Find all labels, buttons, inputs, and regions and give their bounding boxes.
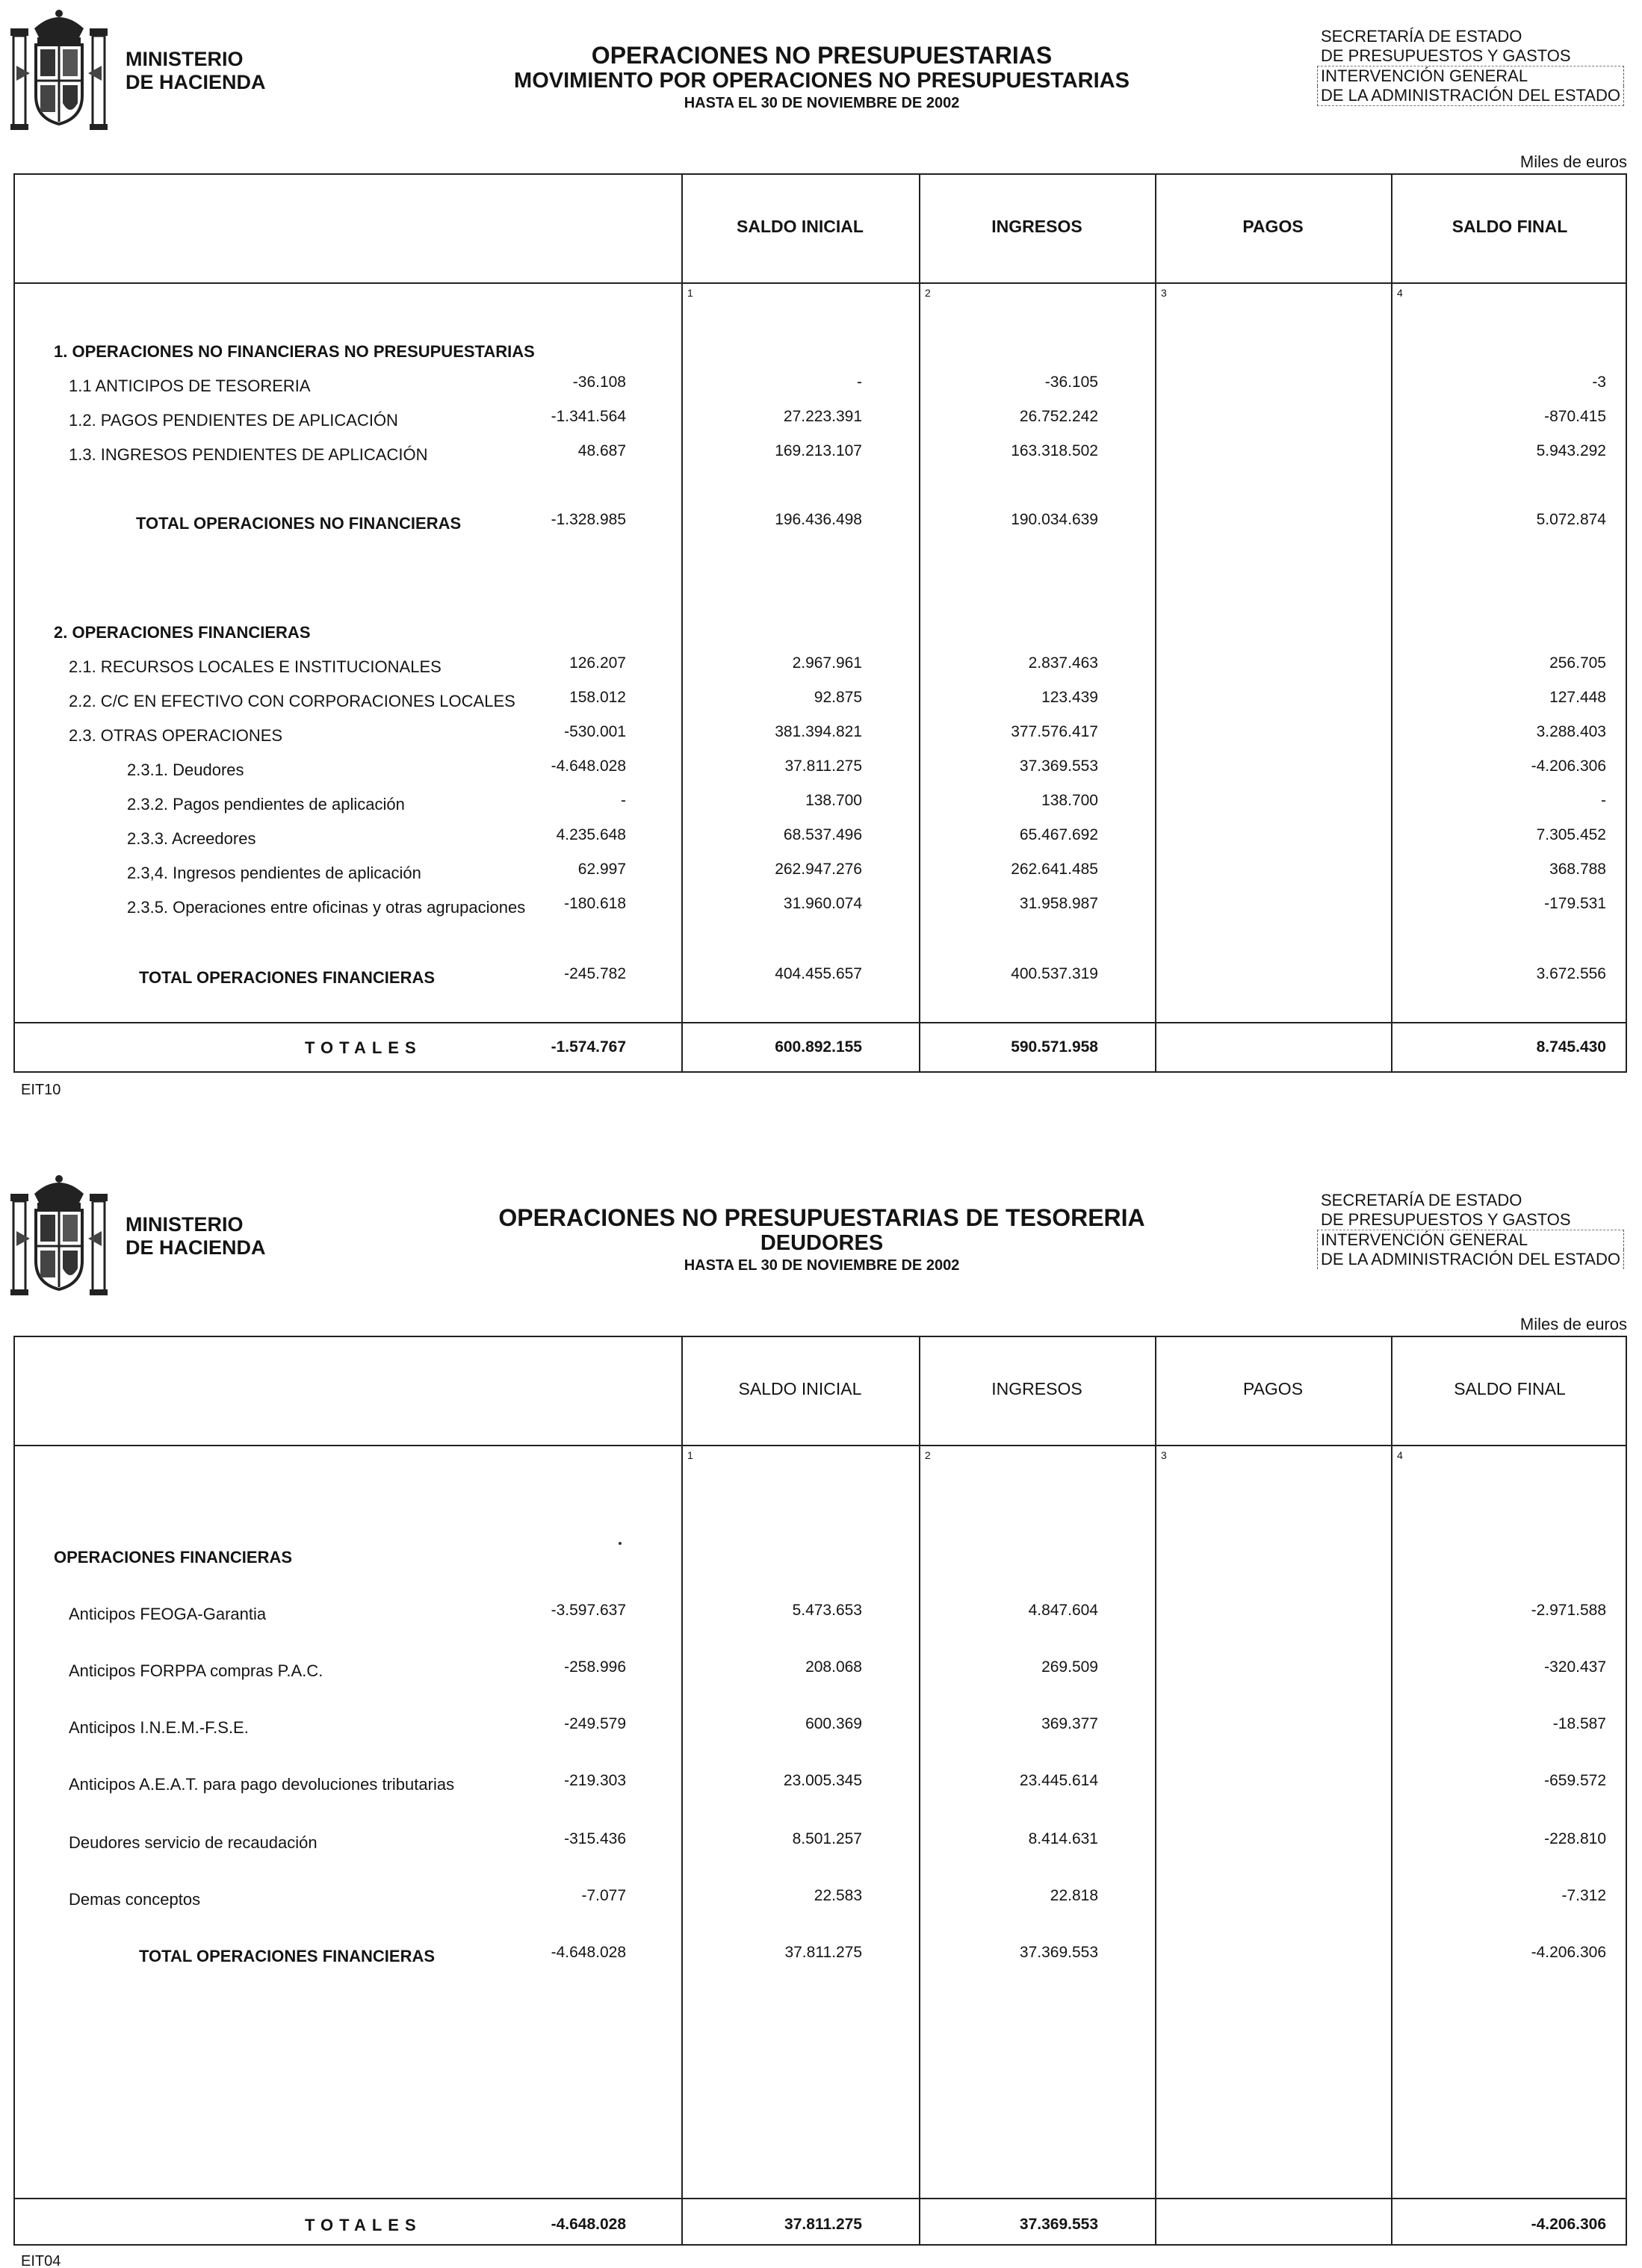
- row-value-col-3: 26.752.242: [1019, 408, 1098, 425]
- row-value-col-1: 158.012: [569, 689, 626, 706]
- col-number-3: 3: [1161, 1449, 1167, 1461]
- row-value-col-1: -258.996: [564, 1658, 626, 1676]
- row-value-col-2: 27.223.391: [783, 408, 862, 425]
- row-value-col-3: 369.377: [1041, 1715, 1098, 1732]
- row-value-col-2: 404.455.657: [775, 965, 862, 982]
- intervencion-line-2: DE LA ADMINISTRACIÓN DEL ESTADO: [1317, 1250, 1624, 1269]
- row-value-col-4: 256.705: [1549, 654, 1606, 672]
- totals-divider: [15, 1022, 1626, 1023]
- debtors-table: [13, 1336, 1627, 2246]
- row-label: Anticipos FORPPA compras P.A.C.: [69, 1661, 323, 1680]
- row-value-col-4: 3.672.556: [1536, 965, 1606, 982]
- totals-saldo-inicial: -4.648.028: [551, 2216, 626, 2233]
- row-value-col-2: 22.583: [814, 1887, 862, 1904]
- row-value-col-3: 65.467.692: [1019, 826, 1098, 843]
- col-header-saldo-final: SALDO FINAL: [1454, 1379, 1566, 1398]
- row-value-col-2: 138.700: [805, 792, 862, 809]
- row-value-col-1: 62.997: [577, 861, 626, 878]
- row-label: TOTAL OPERACIONES FINANCIERAS: [139, 1947, 436, 1965]
- row-value-col-1: -3.597.637: [551, 1602, 626, 1619]
- totals-pagos: 37.369.553: [1019, 2216, 1098, 2233]
- row-label: 2.3.3. Acreedores: [127, 829, 256, 848]
- row-value-col-2: 262.947.276: [775, 861, 862, 878]
- row-value-col-4: -4.206.306: [1531, 757, 1606, 775]
- col-number-4: 4: [1397, 1449, 1403, 1461]
- row-value-col-3: 22.818: [1050, 1887, 1098, 1904]
- row-value-col-1: -36.108: [572, 374, 626, 391]
- row-value-col-2: 169.213.107: [775, 442, 862, 459]
- row-label: 1. OPERACIONES NO FINANCIERAS NO PRESUPUESTARIAS: [54, 342, 535, 361]
- report-subtitle: MOVIMIENTO POR OPERACIONES NO PRESUPUESTARIAS: [514, 69, 1130, 93]
- row-label: Anticipos A.E.A.T. para pago devoluciones tributarias: [69, 1775, 455, 1794]
- row-value-col-2: 381.394.821: [775, 723, 862, 740]
- row-value-col-2: 8.501.257: [792, 1830, 862, 1847]
- col-number-3: 3: [1161, 287, 1167, 299]
- row-value-col-1: 48.687: [577, 442, 626, 459]
- row-value-col-1: -219.303: [564, 1772, 626, 1789]
- row-value-col-1: -180.618: [564, 895, 626, 912]
- row-value-col-2: 37.811.275: [784, 1944, 862, 1961]
- row-label: 2.3. OTRAS OPERACIONES: [69, 726, 283, 745]
- row-value-col-4: -2.971.588: [1531, 1602, 1606, 1619]
- ministry-name: [126, 1213, 266, 1260]
- col-number-1: 1: [687, 1449, 693, 1461]
- row-value-col-3: 4.847.604: [1028, 1602, 1098, 1619]
- col-number-2: 2: [925, 287, 931, 299]
- totals-saldo-final: 8.745.430: [1536, 1038, 1606, 1056]
- intervencion-line-1: INTERVENCIÓN GENERAL: [1317, 1230, 1624, 1250]
- row-value-col-1: -315.436: [564, 1830, 626, 1847]
- row-value-col-3: -36.105: [1044, 374, 1098, 391]
- secretaria-block: [1321, 1191, 1624, 1269]
- row-value-col-4: -7.312: [1561, 1887, 1606, 1904]
- scan-speck: [619, 1542, 622, 1545]
- report-subtitle: DEUDORES: [760, 1231, 884, 1255]
- row-label: 2.3.1. Deudores: [127, 760, 244, 779]
- secretaria-line-2: DE PRESUPUESTOS Y GASTOS: [1321, 1210, 1571, 1229]
- row-label: 2. OPERACIONES FINANCIERAS: [54, 623, 311, 642]
- col-number-4: 4: [1397, 287, 1403, 299]
- units-label: Miles de euros: [1519, 1315, 1627, 1333]
- row-value-col-4: -228.810: [1544, 1830, 1606, 1847]
- row-value-col-3: 138.700: [1041, 792, 1098, 809]
- secretaria-block: [1321, 27, 1624, 106]
- ministry-name: [126, 48, 266, 94]
- intervencion-line-1: INTERVENCIÓN GENERAL: [1317, 66, 1624, 86]
- col-header-ingresos: INGRESOS: [991, 217, 1082, 236]
- units-label: Miles de euros: [1519, 152, 1627, 171]
- row-value-col-1: -530.001: [564, 723, 626, 740]
- row-label: 1.2. PAGOS PENDIENTES DE APLICACIÓN: [69, 411, 398, 430]
- report-date: HASTA EL 30 DE NOVIEMBRE DE 2002: [684, 1257, 960, 1274]
- ministry-line-1: MINISTERIO: [126, 48, 244, 70]
- row-value-col-1: -245.782: [564, 965, 626, 982]
- row-value-col-4: -870.415: [1544, 408, 1606, 425]
- row-value-col-4: -320.437: [1544, 1658, 1606, 1676]
- row-value-col-4: -3: [1592, 374, 1606, 391]
- report-date: HASTA EL 30 DE NOVIEMBRE DE 2002: [684, 95, 960, 111]
- row-value-col-3: 123.439: [1041, 689, 1098, 706]
- intervencion-line-2: DE LA ADMINISTRACIÓN DEL ESTADO: [1317, 86, 1624, 106]
- row-label: TOTAL OPERACIONES FINANCIERAS: [139, 968, 436, 987]
- col-header-saldo-inicial: SALDO INICIAL: [738, 1379, 862, 1398]
- row-label: 2.1. RECURSOS LOCALES E INSTITUCIONALES: [69, 657, 442, 676]
- row-value-col-2: 5.473.653: [792, 1602, 862, 1619]
- secretaria-line-2: DE PRESUPUESTOS Y GASTOS: [1321, 46, 1571, 65]
- ministry-line-2: DE HACIENDA: [126, 1236, 266, 1259]
- coat-of-arms-icon: [10, 1171, 108, 1295]
- row-value-col-2: 31.960.074: [783, 895, 862, 912]
- row-value-col-3: 23.445.614: [1019, 1772, 1098, 1789]
- row-value-col-4: 368.788: [1549, 861, 1606, 878]
- secretaria-line-1: SECRETARÍA DE ESTADO: [1321, 1191, 1522, 1209]
- row-value-col-3: 262.641.485: [1011, 861, 1098, 878]
- row-value-col-4: 5.943.292: [1536, 442, 1606, 459]
- col-number-1: 1: [687, 287, 693, 299]
- movement-table: [13, 173, 1627, 1073]
- row-value-col-2: 92.875: [814, 689, 862, 706]
- row-value-col-2: 2.967.961: [792, 654, 862, 672]
- row-value-col-1: -249.579: [564, 1715, 626, 1732]
- row-value-col-4: 5.072.874: [1536, 511, 1606, 528]
- totals-pagos: 590.571.958: [1011, 1038, 1098, 1056]
- row-label: 2.3.2. Pagos pendientes de aplicación: [127, 795, 405, 814]
- row-value-col-1: -7.077: [581, 1887, 626, 1904]
- row-value-col-1: 4.235.648: [556, 826, 626, 843]
- row-value-col-3: 163.318.502: [1011, 442, 1098, 459]
- row-value-col-4: -179.531: [1544, 895, 1606, 912]
- row-value-col-3: 37.369.553: [1019, 1944, 1098, 1961]
- row-value-col-2: 23.005.345: [783, 1772, 862, 1789]
- row-value-col-2: 68.537.496: [783, 826, 862, 843]
- col-number-2: 2: [925, 1449, 931, 1461]
- totals-saldo-inicial: -1.574.767: [551, 1038, 626, 1056]
- row-label: 1.1 ANTICIPOS DE TESORERIA: [69, 377, 311, 395]
- col-header-saldo-inicial: SALDO INICIAL: [737, 217, 864, 236]
- row-label: TOTAL OPERACIONES NO FINANCIERAS: [136, 514, 462, 533]
- row-value-col-2: 196.436.498: [775, 511, 862, 528]
- report-title: OPERACIONES NO PRESUPUESTARIAS DE TESORERIA: [498, 1204, 1145, 1231]
- totals-divider: [15, 2198, 1626, 2199]
- row-value-col-1: -1.328.985: [551, 511, 626, 528]
- col-header-ingresos: INGRESOS: [991, 1379, 1082, 1398]
- totals-ingresos: 37.811.275: [784, 2216, 862, 2233]
- row-value-col-3: 37.369.553: [1019, 757, 1098, 775]
- row-label: 2.3.5. Operaciones entre oficinas y otras agrupaciones: [127, 898, 526, 917]
- report-titles: [418, 1204, 1225, 1275]
- totals-saldo-final: -4.206.306: [1531, 2216, 1606, 2233]
- row-label: 2.3,4. Ingresos pendientes de aplicación: [127, 864, 421, 882]
- row-value-col-2: -: [857, 374, 862, 391]
- row-label: 2.2. C/C EN EFECTIVO CON CORPORACIONES LOCALES: [69, 692, 515, 710]
- row-value-col-3: 2.837.463: [1028, 654, 1098, 672]
- row-value-col-1: -4.648.028: [551, 757, 626, 775]
- totals-label: TOTALES: [305, 1038, 422, 1057]
- row-value-col-3: 8.414.631: [1028, 1830, 1098, 1847]
- col-header-pagos: PAGOS: [1242, 1379, 1304, 1398]
- col-header-pagos: PAGOS: [1242, 217, 1304, 236]
- row-value-col-1: 126.207: [569, 654, 626, 672]
- row-label: 1.3. INGRESOS PENDIENTES DE APLICACIÓN: [69, 445, 428, 464]
- row-value-col-4: -4.206.306: [1531, 1944, 1606, 1961]
- row-value-col-4: 7.305.452: [1536, 826, 1606, 843]
- totals-ingresos: 600.892.155: [775, 1038, 862, 1056]
- row-value-col-4: -18.587: [1552, 1715, 1606, 1732]
- row-value-col-3: 31.958.987: [1019, 895, 1098, 912]
- row-value-col-4: 127.448: [1549, 689, 1606, 706]
- ministry-line-2: DE HACIENDA: [126, 71, 266, 93]
- form-code: EIT10: [21, 1082, 61, 1098]
- row-label: Deudores servicio de recaudación: [69, 1833, 317, 1852]
- row-value-col-4: -: [1601, 792, 1606, 809]
- row-value-col-2: 37.811.275: [784, 757, 862, 775]
- report-page-1: [0, 0, 1642, 1121]
- row-value-col-3: 269.509: [1041, 1658, 1098, 1676]
- col-header-saldo-final: SALDO FINAL: [1452, 217, 1568, 236]
- row-label: Anticipos FEOGA-Garantia: [69, 1605, 267, 1623]
- row-value-col-3: 400.537.319: [1011, 965, 1098, 982]
- row-value-col-4: 3.288.403: [1536, 723, 1606, 740]
- ministry-line-1: MINISTERIO: [126, 1213, 244, 1236]
- report-title: OPERACIONES NO PRESUPUESTARIAS: [591, 42, 1053, 69]
- report-page-2: [0, 1165, 1642, 2268]
- row-value-col-3: 377.576.417: [1011, 723, 1098, 740]
- form-code: EIT04: [21, 2253, 61, 2268]
- secretaria-line-1: SECRETARÍA DE ESTADO: [1321, 27, 1522, 46]
- row-value-col-1: -4.648.028: [551, 1944, 626, 1961]
- row-value-col-1: -: [621, 792, 626, 809]
- row-label: Anticipos I.N.E.M.-F.S.E.: [69, 1718, 249, 1737]
- row-value-col-1: -1.341.564: [551, 408, 626, 425]
- row-value-col-2: 208.068: [805, 1658, 862, 1676]
- row-value-col-3: 190.034.639: [1011, 511, 1098, 528]
- row-label: OPERACIONES FINANCIERAS: [54, 1548, 293, 1567]
- row-value-col-2: 600.369: [805, 1715, 862, 1732]
- report-titles: [418, 42, 1225, 113]
- totals-label: TOTALES: [305, 2216, 422, 2234]
- coat-of-arms-icon: [10, 6, 108, 130]
- row-label: Demas conceptos: [69, 1890, 201, 1909]
- row-value-col-4: -659.572: [1544, 1772, 1606, 1789]
